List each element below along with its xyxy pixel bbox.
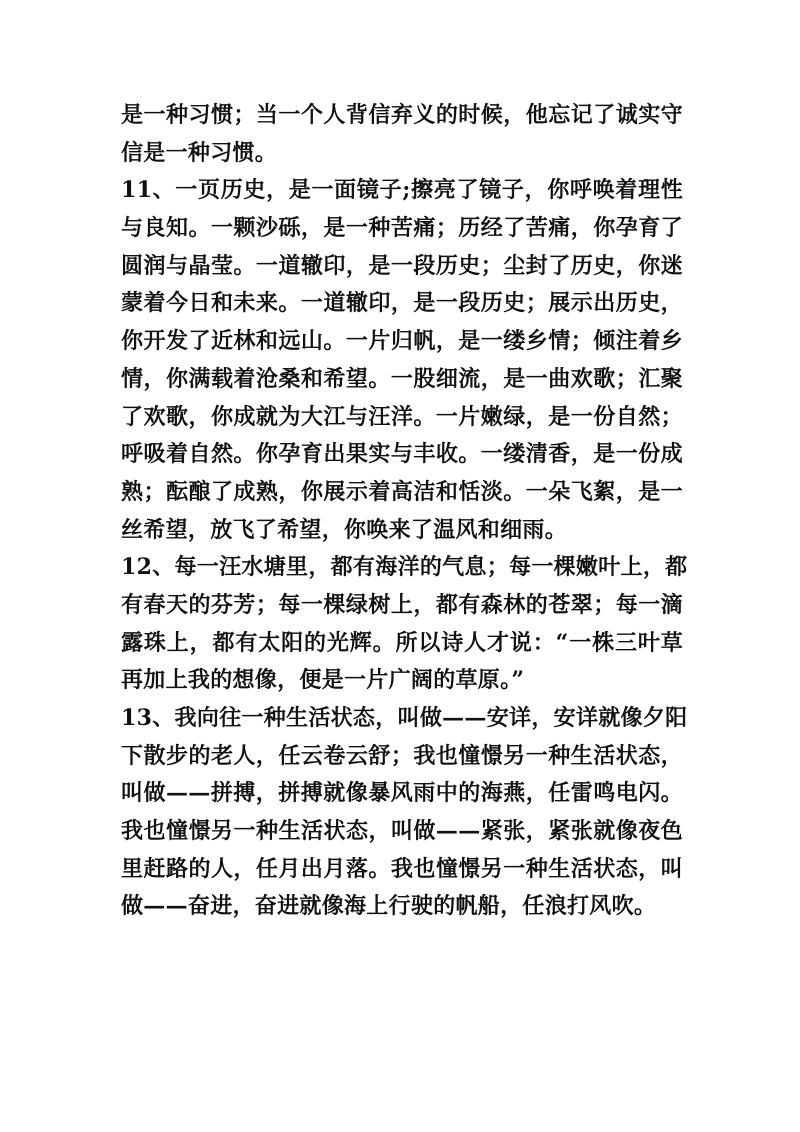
text-line: 再加上我的想像，便是一片广阔的草原。” [121,667,525,694]
text-line: 下散步的老人，任云卷云舒；我也憧憬另一种生活状态， [121,742,683,769]
text-line: 里赶路的人，任月出月落。我也憧憬另一种生活状态，叫 [121,855,683,882]
text-line: 叫做——拼搏，拼搏就像暴风雨中的海燕，任雷鸣电闪。 [121,780,683,807]
text-line: 11、一页历史，是一面镜子;擦亮了镜子，你呼唤着理性 [121,177,683,204]
text-line: 有春天的芬芳；每一棵绿树上，都有森林的苍翠；每一滴 [121,591,683,618]
document-body [121,97,688,926]
text-line: 情，你满载着沧桑和希望。一股细流，是一曲欢歌；汇聚 [121,365,683,392]
text-line: 露珠上，都有太阳的光辉。所以诗人才说：“一株三叶草 [121,629,683,656]
text-line: 丝希望，放飞了希望，你唤来了温风和细雨。 [121,516,568,543]
text-line: 12、每一汪水塘里，都有海洋的气息；每一棵嫩叶上，都 [121,554,688,581]
text-line: 我也憧憬另一种生活状态，叫做——紧张，紧张就像夜色 [121,818,683,845]
text-line: 做——奋进，奋进就像海上行驶的帆船，任浪打风吹。 [121,893,657,920]
text-line: 圆润与晶莹。一道辙印，是一段历史；尘封了历史，你迷 [121,252,683,279]
text-line: 了欢歌，你成就为大江与汪洋。一片嫩绿，是一份自然； [121,403,683,430]
text-line: 呼吸着自然。你孕育出果实与丰收。一缕清香，是一份成 [121,441,683,468]
text-line: 信是一种习惯。 [121,139,278,166]
text-line: 你开发了近林和远山。一片归帆，是一缕乡情；倾注着乡 [121,328,683,355]
text-line: 熟；酝酿了成熟，你展示着高洁和恬淡。一朵飞絮，是一 [121,478,683,505]
text-line: 13、我向往一种生活状态，叫做——安详，安详就像夕阳 [121,705,688,731]
text-line: 与良知。一颗沙砾，是一种苦痛；历经了苦痛，你孕育了 [121,215,683,242]
text-line: 蒙着今日和未来。一道辙印，是一段历史；展示出历史， [121,290,683,317]
text-line: 是一种习惯；当一个人背信弃义的时候，他忘记了诚实守 [121,102,683,128]
